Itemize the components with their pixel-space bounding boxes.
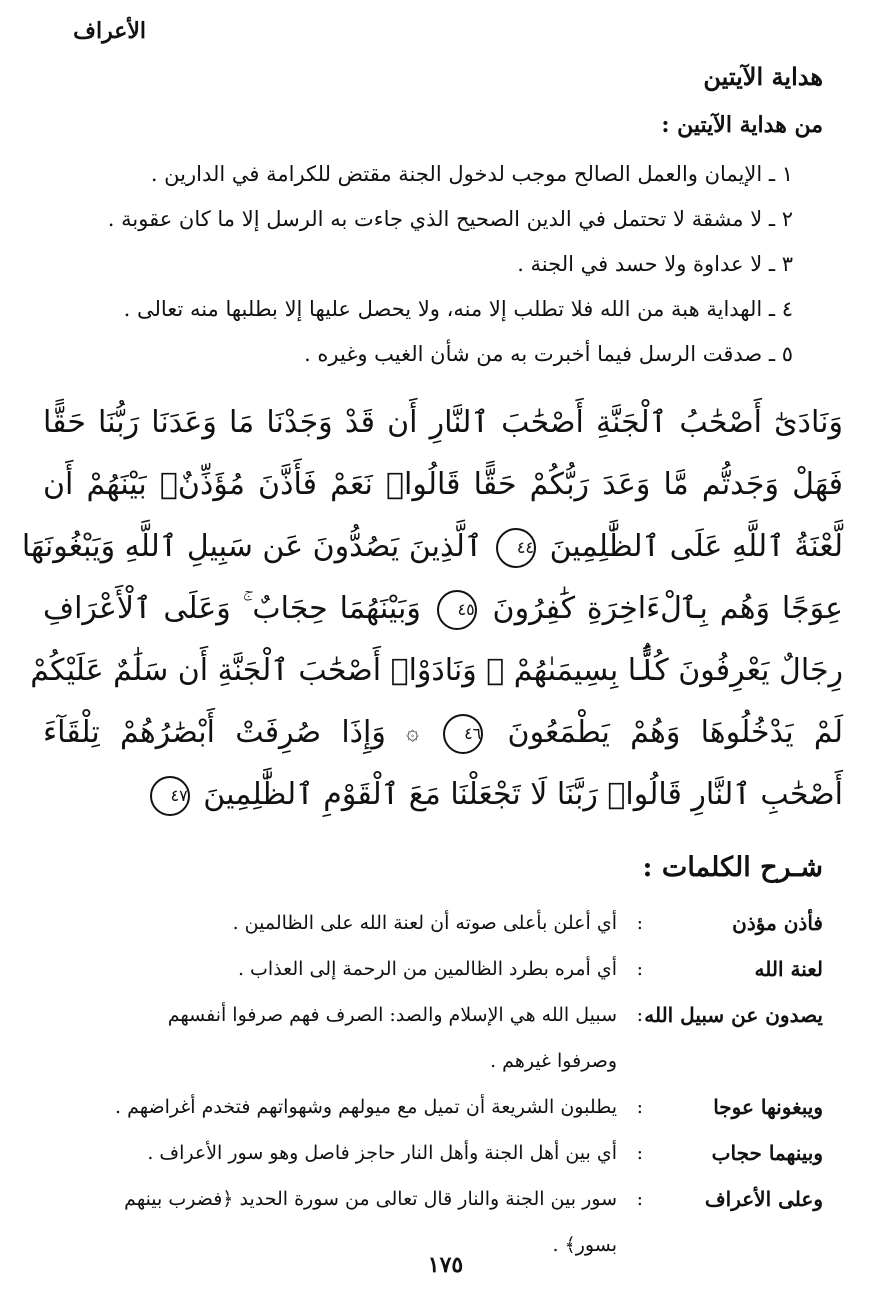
verse-text: عِوَجًا وَهُم بِٱلْءَاخِرَةِ كَٰفِرُونَ — [492, 591, 843, 626]
glossary-definition: سبيل الله هي الإسلام والصد: الصرف فهم صرفوا أنفسهم — [167, 1004, 617, 1026]
glossary-entry — [63, 1084, 823, 1130]
glossary-separator: : — [636, 958, 643, 980]
glossary-separator: : — [636, 1188, 643, 1210]
verse-text: لَمْ يَدْخُلُوهَا وَهُمْ يَطْمَعُونَ — [507, 715, 844, 750]
guidance-title: هداية الآيتين — [703, 62, 823, 91]
guidance-intro: من هداية الآيتين : — [661, 112, 823, 138]
ayah-number-marker: ٤٥ — [437, 590, 477, 630]
glossary-definition-continued: وصرفوا غيرهم . — [490, 1050, 617, 1072]
glossary-definition: أي أمره بطرد الظالمين من الرحمة إلى العذاب . — [237, 958, 617, 980]
guidance-item: ٥ ـ صدقت الرسل فيما أخبرت به من شأن الغيب وغيره . — [304, 342, 793, 366]
glossary-entry — [63, 946, 823, 992]
glossary-separator: : — [636, 1004, 643, 1026]
glossary-definition: يطلبون الشريعة أن تميل مع ميولهم وشهواتهم فتخدم أغراضهم . — [114, 1096, 617, 1118]
ayah-number-marker: ٤٦ — [443, 714, 483, 754]
glossary-term: يصدون عن سبيل الله — [644, 1003, 823, 1027]
glossary-definition-continued: بسور﴾ . — [552, 1234, 617, 1256]
verse-text: لَّعْنَةُ ٱللَّهِ عَلَى ٱلظَّٰلِمِينَ — [549, 529, 843, 564]
glossary-entry — [63, 992, 823, 1038]
verse-text: وَبَيْنَهُمَا حِجَابٌ ۚ وَعَلَى ٱلْأَعْرَافِ — [43, 591, 421, 626]
guidance-list — [83, 152, 823, 377]
glossary-term: ويبغونها عوجا — [713, 1095, 823, 1119]
verse-line — [43, 702, 843, 764]
verse-line: وَنَادَىٰٓ أَصْحَٰبُ ٱلْجَنَّةِ أَصْحَٰبَ ٱلنَّارِ أَن قَدْ وَجَدْنَا مَا وَعَدَنَا رَبُّنَا حَقًّا — [43, 405, 843, 440]
glossary-term: فأذن مؤذن — [732, 911, 823, 935]
running-header: الأعراف — [73, 18, 146, 44]
page-number: ١٧٥ — [427, 1252, 464, 1278]
glossary-term: وعلى الأعراف — [704, 1187, 823, 1211]
glossary-entry — [63, 1130, 823, 1176]
quran-verses — [21, 392, 844, 826]
ayah-number-marker: ٤٧ — [150, 776, 190, 816]
ayah-number-marker: ٤٤ — [496, 528, 536, 568]
glossary-term: لعنة الله — [754, 957, 823, 981]
glossary-definition: أي أعلن بأعلى صوته أن لعنة الله على الظالمين . — [232, 912, 617, 934]
glossary-entry — [63, 900, 823, 946]
verse-line: فَهَلْ وَجَدتُّم مَّا وَعَدَ رَبُّكُمْ حَقًّا قَالُوا۟ نَعَمْ فَأَذَّنَ مُؤَذِّنٌۢ بَيْنَهُمْ أَن — [43, 467, 843, 502]
verse-text: وَإِذَا صُرِفَتْ أَبْصَٰرُهُمْ تِلْقَآءَ — [43, 715, 386, 750]
verse-line — [43, 764, 843, 826]
glossary-separator: : — [636, 1096, 643, 1118]
verse-line — [21, 516, 843, 578]
glossary-definition: سور بين الجنة والنار قال تعالى من سورة الحديد ﴿فضرب بينهم — [124, 1188, 617, 1210]
rub-el-hizb-icon: ۞ — [406, 720, 419, 746]
glossary-entry — [63, 1176, 823, 1222]
verse-line: رِجَالٌ يَعْرِفُونَ كُلًّۢا بِسِيمَىٰهُمْ ۚ وَنَادَوْا۟ أَصْحَٰبَ ٱلْجَنَّةِ أَن سَلَٰمٌ عَلَيْكُمْ — [30, 653, 843, 688]
verse-line — [43, 578, 843, 640]
guidance-item: ٣ ـ لا عداوة ولا حسد في الجنة . — [517, 252, 793, 276]
glossary-term: وبينهما حجاب — [711, 1141, 823, 1165]
glossary-separator: : — [636, 912, 643, 934]
glossary — [63, 900, 823, 1268]
guidance-item: ١ ـ الإيمان والعمل الصالح موجب لدخول الجنة مقتض للكرامة في الدارين . — [150, 162, 793, 186]
verse-text: أَصْحَٰبِ ٱلنَّارِ قَالُوا۟ رَبَّنَا لَا تَجْعَلْنَا مَعَ ٱلْقَوْمِ ٱلظَّٰلِمِينَ — [203, 777, 843, 812]
verse-text: ٱلَّذِينَ يَصُدُّونَ عَن سَبِيلِ ٱللَّهِ وَيَبْغُونَهَا — [21, 529, 483, 564]
glossary-separator: : — [636, 1142, 643, 1164]
glossary-definition: أي بين أهل الجنة وأهل النار حاجز فاصل وهو سور الأعراف . — [147, 1142, 617, 1164]
guidance-item: ٢ ـ لا مشقة لا تحتمل في الدين الصحيح الذي جاءت به الرسل إلا ما كان عقوبة . — [107, 207, 793, 231]
glossary-title: شـرح الكلمات : — [642, 852, 823, 883]
guidance-item: ٤ ـ الهداية هبة من الله فلا تطلب إلا منه، ولا يحصل عليها إلا بطلبها منه تعالى . — [123, 297, 793, 321]
